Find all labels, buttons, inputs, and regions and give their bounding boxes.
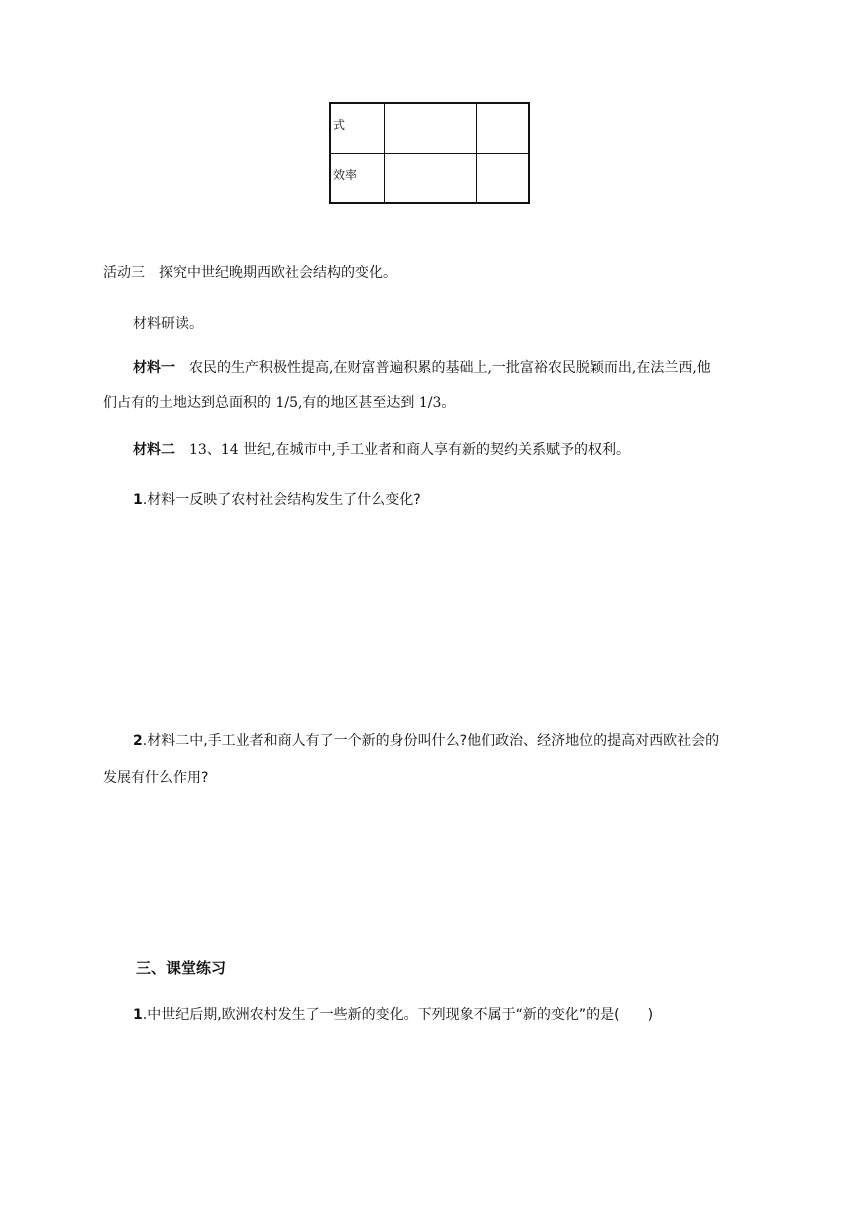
activity-title: 活动三 探究中世纪晚期西欧社会结构的变化。 xyxy=(103,265,397,281)
question-2-line2: 发展有什么作用? xyxy=(103,770,209,786)
exercise-number: 1 xyxy=(133,1007,143,1023)
table-cell xyxy=(384,103,476,153)
table-row-label: 效率 xyxy=(333,167,358,182)
table-cell xyxy=(476,153,529,203)
question-number: 2 xyxy=(133,733,143,749)
material-two xyxy=(133,439,630,459)
question-text: .材料一反映了农村社会结构发生了什么变化? xyxy=(142,492,421,508)
material-one-label: 材料一 xyxy=(133,360,175,376)
comparison-table-fragment xyxy=(329,102,530,204)
material-two-label: 材料二 xyxy=(133,442,175,458)
question-text: .材料二中,手工业者和商人有了一个新的身份叫什么?他们政治、经济地位的提高对西欧社会的 xyxy=(142,733,720,749)
material-one-line2: 们占有的土地达到总面积的 1/5,有的地区甚至达到 1/3。 xyxy=(103,395,456,411)
exercise-1 xyxy=(133,1004,653,1024)
table-row xyxy=(330,103,529,153)
table-row-label: 式 xyxy=(333,118,346,132)
exercise-text: .中世纪后期,欧洲农村发生了一些新的变化。下列现象不属于“新的变化”的是( ) xyxy=(142,1007,654,1023)
reading-label: 材料研读。 xyxy=(133,316,203,332)
table-row-label-cell xyxy=(330,153,384,203)
material-one-text: 农民的生产积极性提高,在财富普遍积累的基础上,一批富裕农民脱颖而出,在法兰西,他 xyxy=(175,360,711,376)
material-two-text: 13、14 世纪,在城市中,手工业者和商人享有新的契约关系赋予的权利。 xyxy=(175,442,630,458)
table-row-label-cell xyxy=(330,103,384,153)
question-2-line1 xyxy=(133,730,719,750)
question-1 xyxy=(133,489,421,509)
table-cell xyxy=(384,153,476,203)
table-row xyxy=(330,153,529,203)
material-one-line1 xyxy=(133,357,711,377)
table-cell xyxy=(476,103,529,153)
question-number: 1 xyxy=(133,492,143,508)
section-title: 三、课堂练习 xyxy=(136,959,227,977)
